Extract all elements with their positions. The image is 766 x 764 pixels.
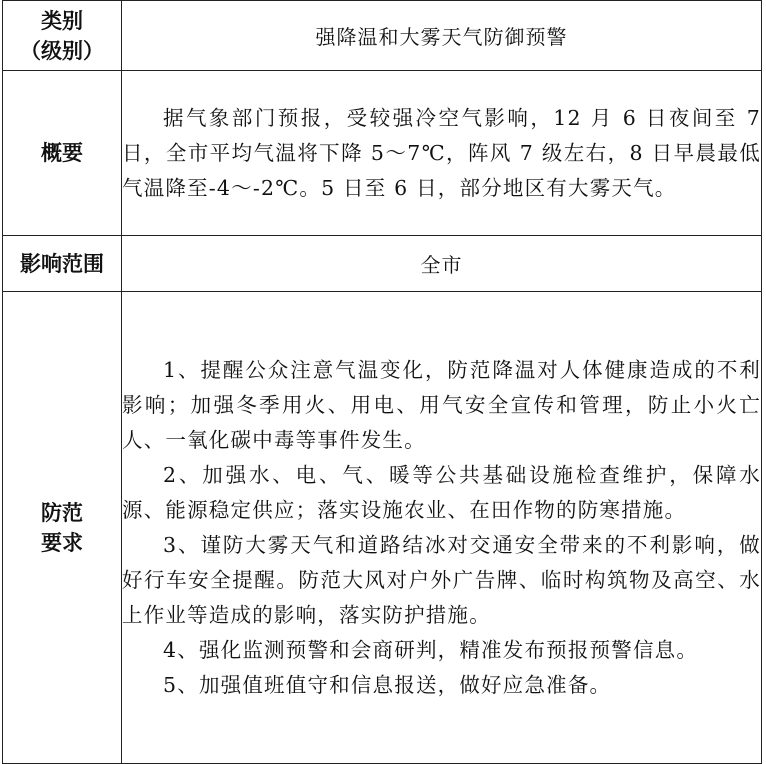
requirements-cell bbox=[122, 292, 762, 764]
requirement-item-4: 4、强化监测预警和会商研判，精准发布预报预警信息。 bbox=[163, 637, 699, 662]
level-label-cell bbox=[3, 1, 122, 71]
row-scope bbox=[3, 236, 762, 292]
summary-label bbox=[3, 71, 122, 236]
scope-label bbox=[3, 236, 122, 292]
requirements-label-line1: 防范 bbox=[41, 500, 83, 525]
level-label-line1: 类别 bbox=[41, 8, 83, 33]
level-value: 强降温和大雾天气防御预警 bbox=[122, 1, 762, 71]
requirement-item-3: 3、谨防大雾天气和道路结冰对交通安全带来的不利影响，做好行车安全提醒。防范大风对户外广告牌、临时构筑物及高空、水上作业等造成的影响，落实防护措施。 bbox=[122, 532, 761, 627]
summary-label-text: 概要 bbox=[41, 141, 83, 165]
scope-value: 全市 bbox=[122, 236, 762, 292]
requirement-item-2: 2、加强水、电、气、暖等公共基础设施检查维护，保障水源、能源稳定供应；落实设施农业、在田作物的防寒措施。 bbox=[122, 462, 761, 522]
requirements-label bbox=[3, 292, 122, 764]
requirement-item-5: 5、加强值班值守和信息报送，做好应急准备。 bbox=[163, 672, 612, 697]
summary-text: 据气象部门预报，受较强冷空气影响，12 月 6 日夜间至 7 日，全市平均气温将下降 5～7℃，阵风 7 级左右，8 日早晨最低气温降至-4～-2℃。5 日至 6 日，部分地区有大雾天气。 bbox=[122, 105, 761, 200]
requirement-item-1: 1、提醒公众注意气温变化，防范降温对人体健康造成的不利影响；加强冬季用火、用电、用气安全宣传和管理，防止小火亡人、一氧化碳中毒等事件发生。 bbox=[122, 357, 761, 452]
row-level bbox=[3, 1, 762, 71]
row-summary bbox=[3, 71, 762, 236]
scope-label-text: 影响范围 bbox=[20, 251, 104, 276]
warning-table bbox=[2, 0, 762, 764]
summary-cell bbox=[122, 71, 762, 236]
row-requirements bbox=[3, 292, 762, 764]
requirements-label-line2: 要求 bbox=[41, 530, 83, 555]
level-label-line2: （级别） bbox=[20, 38, 104, 63]
